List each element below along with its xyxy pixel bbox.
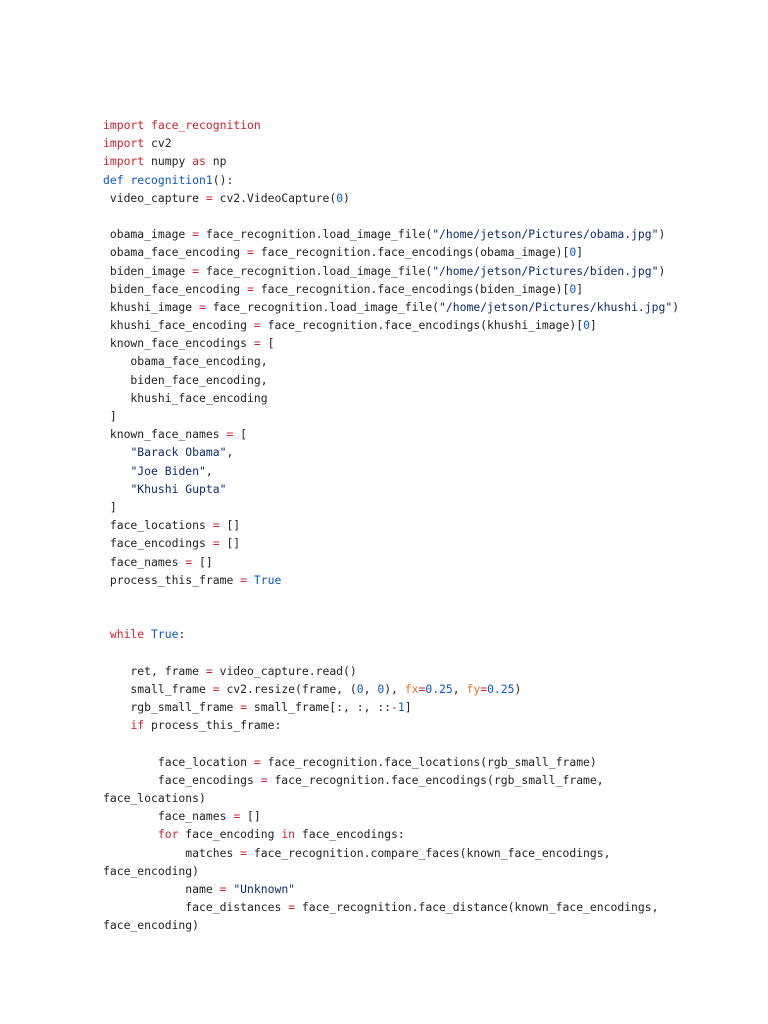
code-token: khushi_image xyxy=(103,299,200,314)
code-token: [] xyxy=(219,536,241,551)
code-token: face_encodings xyxy=(103,536,213,551)
code-token: , xyxy=(363,681,378,696)
code-token: matches xyxy=(103,845,241,860)
code-token-kw: as xyxy=(192,154,206,169)
code-line xyxy=(103,844,679,862)
code-token xyxy=(103,445,130,459)
code-token xyxy=(144,118,151,132)
code-token: ] xyxy=(576,245,584,260)
code-token: cv2.VideoCapture( xyxy=(212,190,337,205)
code-token-op: = xyxy=(240,700,248,714)
code-line xyxy=(103,280,679,298)
code-line xyxy=(103,625,679,643)
code-token-str: "/home/jetson/Pictures/obama.jpg" xyxy=(432,227,659,242)
code-token-bi: recognition1 xyxy=(130,172,213,187)
code-token: face_encodings xyxy=(103,772,261,787)
code-token-op: = xyxy=(205,190,213,205)
code-token: [] xyxy=(192,554,213,569)
code-token: cv2 xyxy=(144,136,172,151)
code-token: ] xyxy=(404,700,412,714)
code-line xyxy=(103,480,679,498)
code-token: ), xyxy=(384,681,405,696)
code-token: ) xyxy=(658,227,666,242)
code-token-op: = xyxy=(260,772,268,787)
code-token-op: = xyxy=(233,809,241,824)
code-line xyxy=(103,171,679,189)
code-line xyxy=(103,880,679,898)
code-token xyxy=(103,827,158,841)
code-line xyxy=(103,462,679,480)
code-token-kw: in xyxy=(281,827,296,842)
code-token: [] xyxy=(219,518,241,533)
code-token xyxy=(247,573,254,587)
code-token-op: = xyxy=(288,900,296,915)
code-token: , xyxy=(452,681,467,696)
code-token-op: - xyxy=(391,700,398,714)
code-token: face_recognition.face_encodings(obama_image)[ xyxy=(253,245,570,260)
code-token-kw: import xyxy=(103,118,145,132)
code-token: name xyxy=(103,881,220,896)
code-line xyxy=(103,225,679,243)
code-token: ) xyxy=(672,299,680,314)
code-line xyxy=(103,352,679,370)
code-line xyxy=(103,771,679,789)
code-token: np xyxy=(205,154,227,169)
code-token: face_recognition.load_image_file( xyxy=(199,227,433,242)
code-token: ] xyxy=(103,499,117,514)
code-token: face_recognition.face_encodings(rgb_small_frame, xyxy=(267,772,604,787)
code-line xyxy=(103,698,679,716)
code-token: face_recognition.face_encodings(biden_image)[ xyxy=(253,281,570,296)
code-token: obama_face_encoding, xyxy=(103,354,268,369)
code-line xyxy=(103,207,679,225)
code-token-op: = xyxy=(192,263,200,278)
code-line xyxy=(103,898,679,916)
code-token-arg: fx xyxy=(404,681,419,696)
code-line xyxy=(103,680,679,698)
code-token xyxy=(103,627,110,641)
code-token xyxy=(103,482,130,496)
code-line xyxy=(103,534,679,552)
code-line xyxy=(103,407,679,425)
code-token-kw: import xyxy=(103,136,145,151)
code-token-kw: if xyxy=(130,718,145,733)
code-line xyxy=(103,116,679,134)
code-line xyxy=(103,753,679,771)
code-token-op: = xyxy=(253,336,261,351)
code-token-op: = xyxy=(247,281,254,296)
code-token: (): xyxy=(212,172,234,187)
code-token-num: 0 xyxy=(583,318,590,333)
code-line xyxy=(103,516,679,534)
code-token-op: = xyxy=(212,518,220,533)
code-token: [ xyxy=(260,336,275,351)
code-line xyxy=(103,298,679,316)
code-token-str: "/home/jetson/Pictures/khushi.jpg" xyxy=(439,299,673,314)
code-token-op: = xyxy=(253,318,261,333)
code-token: face_locations) xyxy=(103,790,206,805)
code-line xyxy=(103,389,679,407)
code-token-kw: import xyxy=(103,154,145,169)
code-token-op: = xyxy=(205,663,213,678)
code-token: face_recognition.face_distance(known_face_encodings, xyxy=(295,900,659,915)
code-token: khushi_face_encoding xyxy=(103,390,268,405)
code-token: face_encoding xyxy=(178,827,282,842)
code-line xyxy=(103,862,679,880)
code-token-num: 0 xyxy=(377,681,385,696)
code-token: face_names xyxy=(103,554,186,569)
code-token xyxy=(103,718,130,732)
code-token: biden_image xyxy=(103,263,193,278)
code-token-op: = xyxy=(192,227,200,242)
code-token: , xyxy=(205,463,213,478)
code-token-str: "/home/jetson/Pictures/biden.jpg" xyxy=(432,263,659,278)
code-token-str: "Unknown" xyxy=(233,881,296,896)
code-token: ] xyxy=(103,409,117,423)
code-line xyxy=(103,571,679,589)
code-token: khushi_face_encoding xyxy=(103,318,254,333)
code-token xyxy=(144,627,151,641)
code-token: obama_face_encoding xyxy=(103,245,248,260)
code-token-op: = xyxy=(185,554,193,569)
code-token: ret, frame xyxy=(103,663,206,678)
code-token-num: 0 xyxy=(336,190,344,205)
code-token: [] xyxy=(240,809,261,824)
code-line xyxy=(103,243,679,261)
code-token-bi: True xyxy=(151,627,179,642)
code-token: ] xyxy=(576,281,584,296)
code-token-op: = xyxy=(212,681,220,696)
code-token: small_frame xyxy=(103,681,213,696)
code-token: face_distances xyxy=(103,900,289,915)
code-token: face_location xyxy=(103,754,254,769)
code-token xyxy=(103,464,130,478)
code-token: face_recognition.load_image_file( xyxy=(205,299,440,314)
code-token-bi: True xyxy=(253,572,282,587)
code-token-num: 0.25 xyxy=(487,681,515,696)
code-line xyxy=(103,607,679,625)
code-line xyxy=(103,589,679,607)
code-token-str: "Khushi Gupta" xyxy=(130,481,227,496)
code-token-arg: fy xyxy=(466,681,481,696)
code-token: process_this_frame: xyxy=(144,718,282,733)
code-token: numpy xyxy=(144,154,193,169)
code-token: cv2.resize(frame, ( xyxy=(219,681,357,696)
code-token: process_this_frame xyxy=(103,572,241,587)
code-line xyxy=(103,734,679,752)
code-token-num: 0.25 xyxy=(425,681,453,696)
code-token-op: = xyxy=(253,754,261,769)
code-token: ] xyxy=(589,318,597,333)
code-line xyxy=(103,553,679,571)
code-token: face_encoding) xyxy=(103,863,200,878)
code-token: face_names xyxy=(103,809,234,824)
code-token: obama_image xyxy=(103,227,193,242)
code-token: video_capture xyxy=(103,190,206,205)
code-line xyxy=(103,189,679,207)
code-token: face_encoding) xyxy=(103,918,200,933)
code-token: small_frame[:, :, :: xyxy=(247,700,392,714)
code-token: known_face_encodings xyxy=(103,336,254,351)
code-token-kw: for xyxy=(157,827,179,842)
code-token: face_recognition.face_locations(rgb_small_frame) xyxy=(260,754,597,769)
code-token-num: 0 xyxy=(356,681,364,696)
code-token-op: = xyxy=(247,245,254,260)
code-token-str: "Barack Obama" xyxy=(130,445,227,460)
code-line xyxy=(103,789,679,807)
code-line xyxy=(103,316,679,334)
code-token-num: 1 xyxy=(397,700,405,714)
code-token-num: 0 xyxy=(569,281,577,296)
code-line xyxy=(103,498,679,516)
code-line xyxy=(103,262,679,280)
code-token: [ xyxy=(233,427,248,442)
code-line xyxy=(103,425,679,443)
code-token-bi: def xyxy=(103,172,124,187)
code-token-op: = xyxy=(480,681,488,696)
code-line xyxy=(103,825,679,843)
code-token: known_face_names xyxy=(103,427,227,442)
code-token: ) xyxy=(658,263,666,278)
code-token: face_locations xyxy=(103,518,213,533)
code-token: ) xyxy=(343,190,350,205)
code-line xyxy=(103,643,679,661)
code-token-str: "Joe Biden" xyxy=(130,463,206,478)
code-line xyxy=(103,662,679,680)
code-line xyxy=(103,916,679,934)
code-line xyxy=(103,807,679,825)
code-token-num: 0 xyxy=(569,245,577,260)
code-token: face_recognition.load_image_file( xyxy=(199,263,433,278)
code-token-kw: while xyxy=(109,627,145,642)
code-line xyxy=(103,371,679,389)
code-token-op: = xyxy=(199,299,206,314)
code-token: video_capture.read() xyxy=(212,663,357,678)
code-token-op: = xyxy=(219,881,227,896)
code-token-op: = xyxy=(226,427,234,442)
code-token: biden_face_encoding, xyxy=(103,372,268,387)
code-token: face_recognition.face_encodings(khushi_image)[ xyxy=(260,318,584,333)
code-token: , xyxy=(226,445,234,460)
code-token: ) xyxy=(514,681,522,696)
code-block xyxy=(103,116,679,934)
code-token-op: = xyxy=(418,681,426,696)
code-token: rgb_small_frame xyxy=(103,700,241,714)
code-token-op: = xyxy=(212,536,220,551)
code-token: face_encodings: xyxy=(295,827,405,842)
code-token-kw: face_recognition xyxy=(151,118,261,132)
code-token: biden_face_encoding xyxy=(103,281,248,296)
code-token: face_recognition.compare_faces(known_face_encodings, xyxy=(247,845,611,860)
code-token: : xyxy=(178,627,186,642)
code-line xyxy=(103,134,679,152)
code-line xyxy=(103,334,679,352)
code-line xyxy=(103,152,679,170)
code-token-op: = xyxy=(240,845,248,860)
code-line xyxy=(103,443,679,461)
code-token-op: = xyxy=(240,572,248,587)
code-line xyxy=(103,716,679,734)
